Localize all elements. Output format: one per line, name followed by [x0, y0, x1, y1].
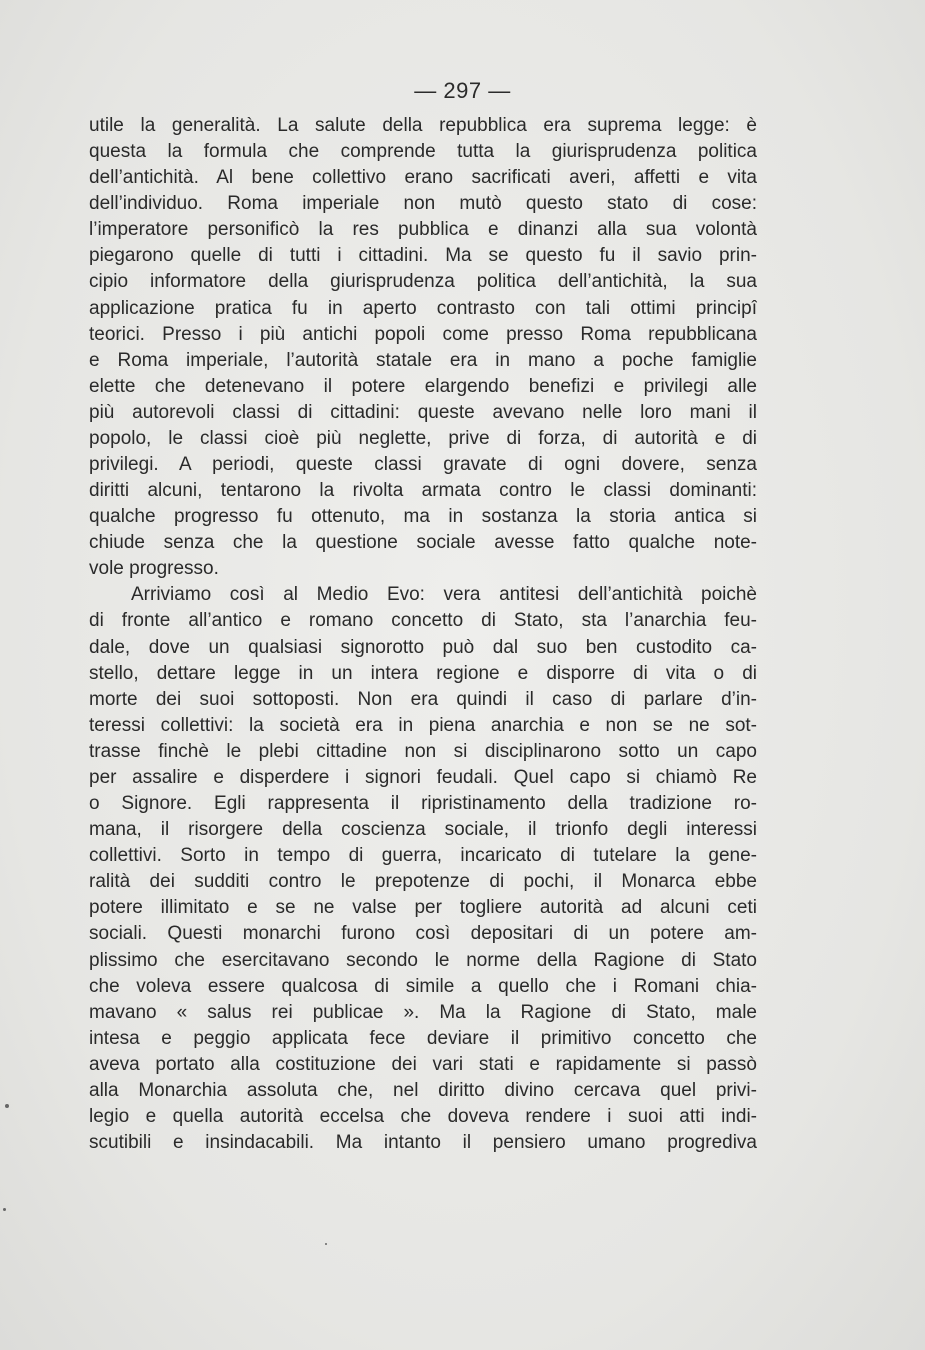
text-line: di fronte all’antico e romano concetto di Stato, sta l’anarchia feu-: [89, 610, 757, 632]
text-line: collettivi. Sorto in tempo di guerra, incaricato di tutelare la gene-: [89, 845, 757, 867]
text-line: dell’antichità. Al bene collettivo erano sacrificati averi, affetti e vita: [89, 167, 757, 189]
text-line: alla Monarchia assoluta che, nel diritto divino cercava quel privi-: [89, 1079, 757, 1101]
text-line: intesa e peggio applicata fece deviare il primitivo concetto che: [89, 1027, 757, 1049]
text-line: questa la formula che comprende tutta la giurisprudenza politica: [89, 141, 757, 163]
text-line: dale, dove un qualsiasi signorotto può dal suo ben custodito ca-: [89, 636, 757, 658]
text-line: stello, dettare legge in un intera regione e disporre di vita o di: [89, 662, 757, 684]
text-line: più autorevoli classi di cittadini: queste avevano nelle loro mani il: [89, 401, 757, 423]
text-line: elette che detenevano il potere elargendo benefizi e privilegi alle: [89, 375, 757, 397]
text-line: morte dei suoi sottoposti. Non era quindi il caso di parlare d’in-: [89, 688, 757, 710]
text-line: cipio informatore della giurisprudenza politica dell’antichità, la sua: [89, 271, 757, 293]
scan-speck: [3, 1208, 6, 1211]
text-line: dell’individuo. Roma imperiale non mutò questo stato di cose:: [89, 193, 757, 215]
text-line: l’imperatore personificò la res pubblica e dinanzi alla sua volontà: [89, 219, 757, 241]
page-number: — 297 —: [414, 78, 511, 103]
text-line: diritti alcuni, tentarono la rivolta armata contro le classi dominanti:: [89, 480, 757, 502]
scan-speck: [5, 1104, 9, 1108]
text-line: Arriviamo così al Medio Evo: vera antitesi dell’antichità poichè: [131, 584, 757, 606]
body-text: [89, 113, 757, 1156]
text-line: che voleva essere qualcosa di simile a quello che i Romani chia-: [89, 975, 757, 997]
text-line: e Roma imperiale, l’autorità statale era in mano a poche famiglie: [89, 349, 757, 371]
text-line: applicazione pratica fu in aperto contrasto con tali ottimi principî: [89, 297, 757, 319]
text-line: privilegi. A periodi, queste classi gravate di ogni dovere, senza: [89, 454, 757, 476]
text-line: teressi collettivi: la società era in piena anarchia e non se ne sot-: [89, 714, 757, 736]
text-line: potere illimitato e se ne valse per togliere autorità ad alcuni ceti: [89, 897, 757, 919]
text-line: popolo, le classi cioè più neglette, prive di forza, di autorità e di: [89, 427, 757, 449]
text-line: ralità dei sudditi contro le prepotenze di pochi, il Monarca ebbe: [89, 871, 757, 893]
text-line: trasse finchè le plebi cittadine non si disciplinarono sotto un capo: [89, 740, 757, 762]
text-line: mana, il risorgere della coscienza sociale, il trionfo degli interessi: [89, 819, 757, 841]
text-line: utile la generalità. La salute della repubblica era suprema legge: è: [89, 115, 757, 136]
text-line: per assalire e disperdere i signori feudali. Quel capo si chiamò Re: [89, 766, 757, 788]
text-line: plissimo che esercitavano secondo le norme della Ragione di Stato: [89, 949, 757, 971]
text-line: qualche progresso fu ottenuto, ma in sostanza la storia antica si: [89, 506, 757, 528]
text-line: o Signore. Egli rappresenta il ripristinamento della tradizione ro-: [89, 793, 757, 815]
text-line: vole progresso.: [89, 558, 219, 580]
text-line: piegarono quelle di tutti i cittadini. Ma se questo fu il savio prin-: [89, 245, 757, 267]
text-line: aveva portato alla costituzione dei vari stati e rapidamente si passò: [89, 1053, 757, 1075]
text-line: mavano « salus rei publicae ». Ma la Ragione di Stato, male: [89, 1001, 757, 1023]
text-line: sociali. Questi monarchi furono così depositari di un potere am-: [89, 923, 757, 945]
text-line: scutibili e insindacabili. Ma intanto il pensiero umano progrediva: [89, 1132, 757, 1154]
text-line: chiude senza che la questione sociale avesse fatto qualche note-: [89, 532, 757, 554]
text-line: teorici. Presso i più antichi popoli come presso Roma repubblicana: [89, 323, 757, 345]
text-line: legio e quella autorità eccelsa che doveva rendere i suoi atti indi-: [89, 1105, 757, 1127]
scan-speck: [325, 1243, 327, 1245]
